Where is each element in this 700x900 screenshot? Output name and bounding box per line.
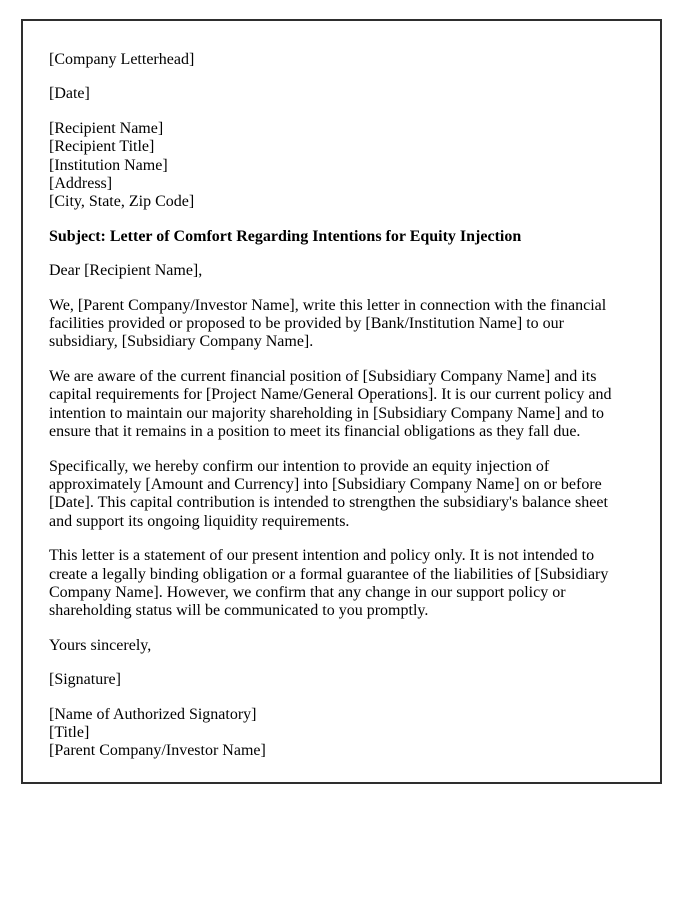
- date-placeholder: [Date]: [49, 85, 90, 103]
- subject-line: Subject: Letter of Comfort Regarding Intentions for Equity Injection: [49, 227, 522, 245]
- recipient-name-line: [Recipient Name]: [49, 119, 164, 137]
- signatory-block: [49, 706, 634, 761]
- signatory-company-line: [Parent Company/Investor Name]: [49, 742, 266, 760]
- salutation: Dear [Recipient Name],: [49, 262, 203, 280]
- signatory-title-line: [Title]: [49, 723, 90, 741]
- company-letterhead-placeholder: [Company Letterhead]: [49, 51, 195, 68]
- body-paragraph-financial-position: We are aware of the current financial position of [Subsidiary Company Name] and its capital requirements for [Project Name/General Operations]. It is our current policy and intention to maintain our majority shareholding in [Subsidiary Company Name] and to ensure that it remains in a position to meet its financial obligations as they fall due.: [49, 367, 612, 441]
- signature-placeholder: [Signature]: [49, 671, 121, 689]
- body-paragraph-intro: We, [Parent Company/Investor Name], write this letter in connection with the financial facilities provided or proposed to be provided by [Bank/Institution Name] to our subsidiary, [Subsidiary Company Name].: [49, 296, 607, 351]
- signatory-name-line: [Name of Authorized Signatory]: [49, 705, 257, 723]
- recipient-address-block: [49, 120, 634, 212]
- body-paragraph-equity-injection: Specifically, we hereby confirm our intention to provide an equity injection of approximately [Amount and Currency] into [Subsidiary Company Name] on or before [Date]. This capital contribution is intended to strengthen the subsidiary's balance sheet and support its ongoing liquidity requirements.: [49, 457, 608, 530]
- recipient-title-line: [Recipient Title]: [49, 138, 155, 156]
- letter-page: [21, 19, 662, 784]
- closing-line: Yours sincerely,: [49, 636, 152, 654]
- body-paragraph-disclaimer: This letter is a statement of our present intention and policy only. It is not intended to create a legally binding obligation or a formal guarantee of the liabilities of [Subsidiary Company Name]. However, we confirm that any change in our support policy or shareholding status will be communicated to you promptly.: [49, 547, 609, 620]
- city-state-zip-line: [City, State, Zip Code]: [49, 193, 195, 211]
- institution-name-line: [Institution Name]: [49, 156, 168, 174]
- address-line: [Address]: [49, 175, 113, 193]
